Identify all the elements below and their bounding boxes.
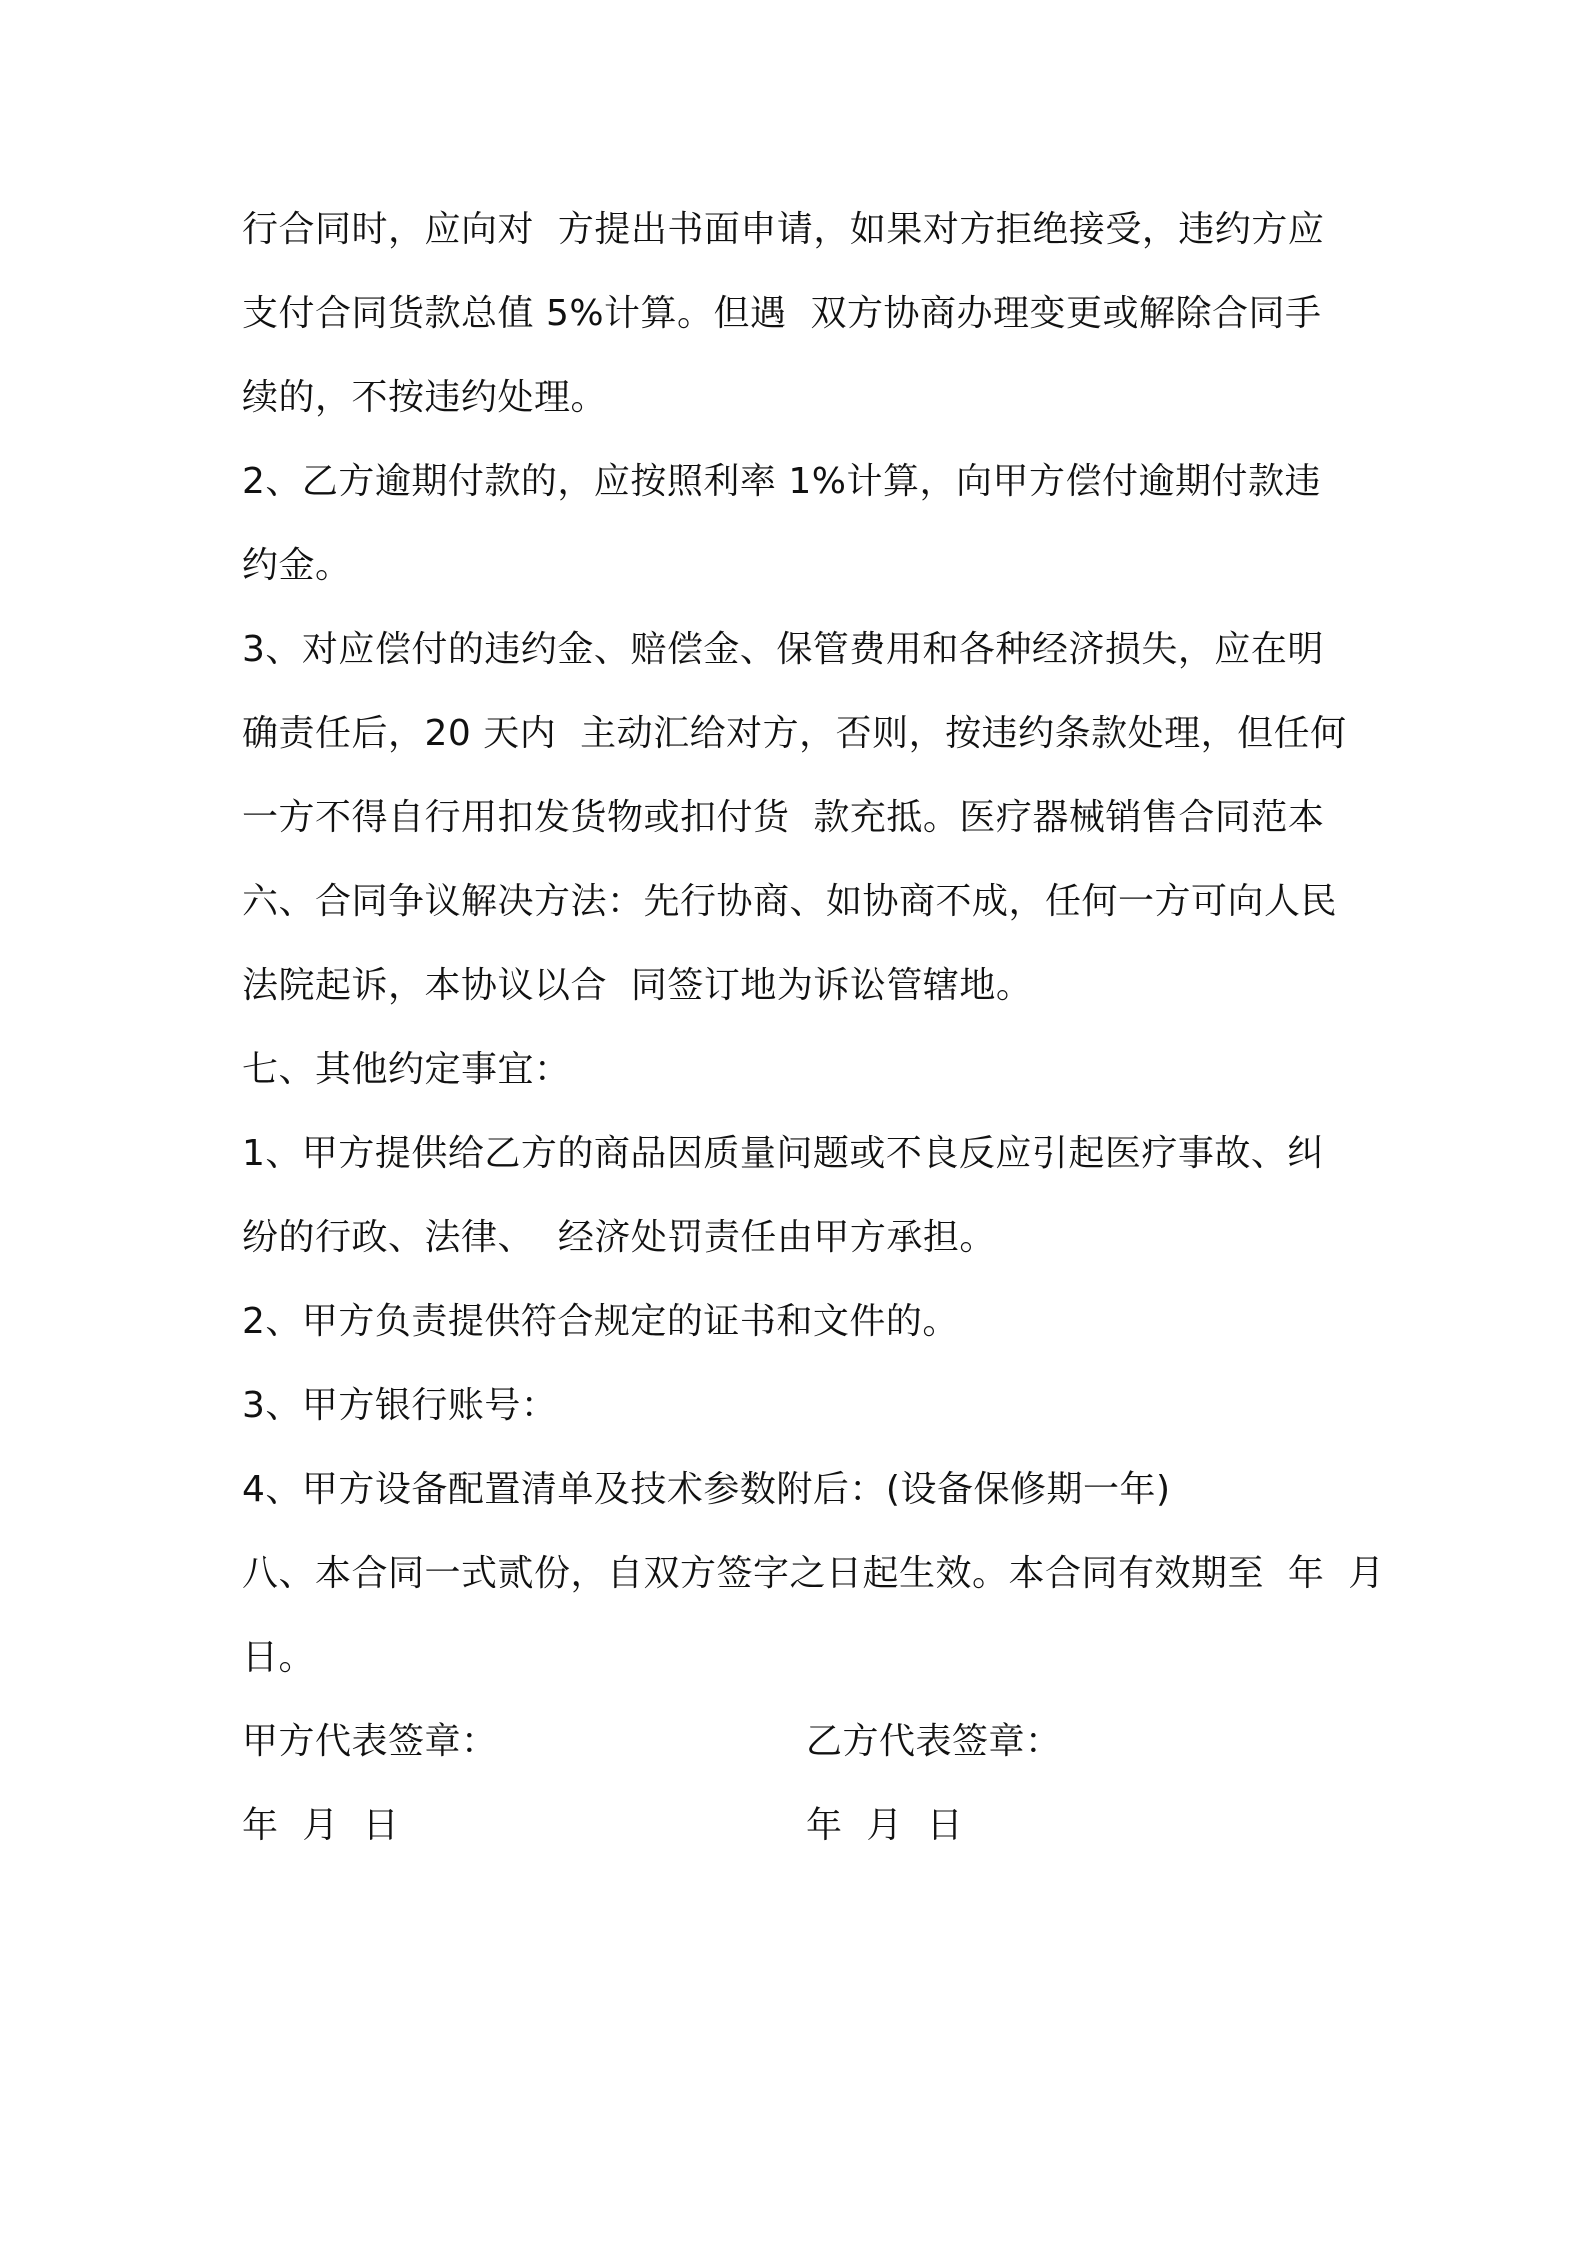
paragraph-line: 日。 — [242, 1637, 316, 1678]
paragraph-line: 八、本合同一式贰份，自双方签字之日起生效。本合同有效期至 年 月 — [242, 1553, 1385, 1594]
paragraph-line: 行合同时，应向对 方提出书面申请，如果对方拒绝接受，违约方应 — [242, 209, 1325, 250]
paragraph-line: 确责任后，20 天内 主动汇给对方，否则，按违约条款处理，但任何 — [242, 713, 1347, 754]
paragraph-line: 2、甲方负责提供符合规定的证书和文件的。 — [242, 1301, 959, 1342]
paragraph-line: 3、甲方银行账号： — [242, 1385, 558, 1426]
paragraph-line: 1、甲方提供给乙方的商品因质量问题或不良反应引起医疗事故、纠 — [242, 1133, 1324, 1174]
party-a-date: 年 月 日 — [242, 1805, 400, 1846]
paragraph-line: 4、甲方设备配置清单及技术参数附后：(设备保修期一年) — [242, 1469, 1171, 1510]
section-heading: 七、其他约定事宜： — [242, 1049, 571, 1090]
paragraph-line: 法院起诉，本协议以合 同签订地为诉讼管辖地。 — [242, 965, 1033, 1006]
paragraph-line: 支付合同货款总值 5%计算。但遇 双方协商办理变更或解除合同手 — [242, 293, 1322, 334]
paragraph-line: 3、对应偿付的违约金、赔偿金、保管费用和各种经济损失，应在明 — [242, 629, 1324, 670]
paragraph-line: 六、合同争议解决方法：先行协商、如协商不成，任何一方可向人民 — [242, 881, 1338, 922]
party-b-signature-label: 乙方代表签章： — [806, 1721, 1062, 1762]
paragraph-line: 2、乙方逾期付款的，应按照利率 1%计算，向甲方偿付逾期付款违 — [242, 461, 1321, 502]
party-b-date: 年 月 日 — [806, 1805, 964, 1846]
paragraph-line: 一方不得自行用扣发货物或扣付货 款充抵。医疗器械销售合同范本 — [242, 797, 1325, 838]
paragraph-line: 约金。 — [242, 545, 352, 586]
paragraph-line: 续的，不按违约处理。 — [242, 377, 608, 418]
paragraph-line: 纷的行政、法律、 经济处罚责任由甲方承担。 — [242, 1217, 996, 1258]
party-a-signature-label: 甲方代表签章： — [242, 1721, 498, 1762]
